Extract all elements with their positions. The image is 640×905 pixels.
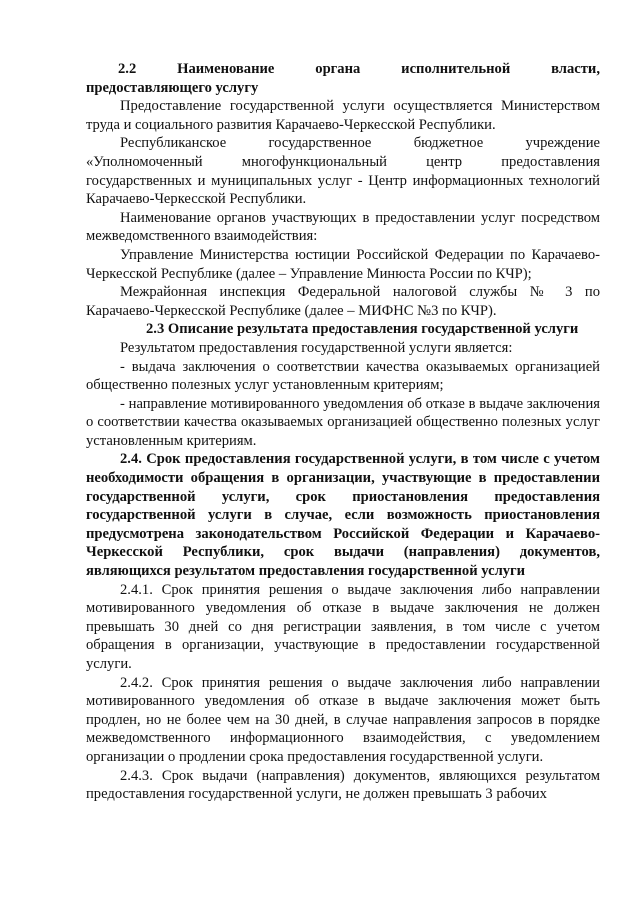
- section-2-3-heading: 2.3 Описание результата предоставления государственной услуги: [146, 321, 579, 338]
- section-2-4-1-paragraph: 2.4.1. Срок принятия решения о выдаче заключения либо направлении мотивированного уведомления об отказе в выдаче заключения не должен превышать 30 дней со дня регистрации заявления, в том числе с учетом обращения в организации, участвующие в предоставлении государственной услуги.: [86, 581, 600, 672]
- section-2-2-heading: [86, 60, 600, 79]
- section-2-4-heading: 2.4. Срок предоставления государственной услуги, в том числе с учетом необходимости обращения в организации, участвующие в предоставлении государственной услуги, срок приостановления предоставления государственной услуги в случае, если возможность приостановления предусмотрена законодательством Российской Федерации и Карачаево-Черкесской Республики, срок выдачи (направления) документов, являющихся результатом предоставления государственной услуги: [86, 451, 600, 580]
- document-body: [86, 60, 600, 804]
- section-2-2-paragraph-3: Наименование органов участвующих в предоставлении услуг посредством межведомственного взаимодействия:: [86, 209, 600, 245]
- section-2-2-heading-continuation: предоставляющего услугу: [86, 79, 259, 96]
- section-2-3-intro: Результатом предоставления государственной услуги является:: [120, 339, 513, 356]
- section-2-4-2-paragraph: 2.4.2. Срок принятия решения о выдаче заключения либо направлении мотивированного уведомления об отказе в выдаче заключения может быть продлен, но не более чем на 30 дней, в случае направления запросов в порядке межведомственного информационного взаимодействия, с уведомлением организации о продлении срока предоставления государственной услуги.: [86, 674, 600, 765]
- section-2-2-paragraph-1: Предоставление государственной услуги осуществляется Министерством труда и социального развития Карачаево-Черкесской Республики.: [86, 98, 600, 133]
- section-2-2-number: 2.2: [118, 61, 137, 77]
- section-2-4-3-paragraph: 2.4.3. Срок выдачи (направления) документов, являющихся результатом предоставления государственной услуги, не должен превышать 3 рабочих: [86, 767, 600, 803]
- section-2-2-paragraph-5: Межрайонная инспекция Федеральной налоговой службы № 3 по Карачаево-Черкесской Республике (далее – МИФНС №3 по КЧР).: [86, 284, 600, 319]
- section-2-3-list-item-1: - выдача заключения о соответствии качества оказываемых организацией общественно полезных услуг установленным критериям;: [86, 358, 600, 394]
- section-2-2-heading-word-1: Наименование: [177, 61, 275, 77]
- section-2-2-paragraph-2: Республиканское государственное бюджетное учреждение «Уполномоченный многофункциональный центр предоставления государственных и муниципальных услуг - Центр информационных технологий Карачаево-Черкесской Республики.: [86, 135, 600, 208]
- section-2-2-heading-word-2: органа: [315, 61, 361, 77]
- section-2-2-paragraph-4: Управление Министерства юстиции Российской Федерации по Карачаево-Черкесской Республике (далее – Управление Минюста России по КЧР);: [86, 246, 600, 282]
- section-2-3-list-item-2: - направление мотивированного уведомления об отказе в выдаче заключения о соответствии качества оказываемых организацией общественно полезных услуг установленным критериям.: [86, 395, 600, 449]
- section-2-2-heading-word-4: власти,: [551, 61, 600, 77]
- section-2-2-heading-word-3: исполнительной: [401, 61, 511, 77]
